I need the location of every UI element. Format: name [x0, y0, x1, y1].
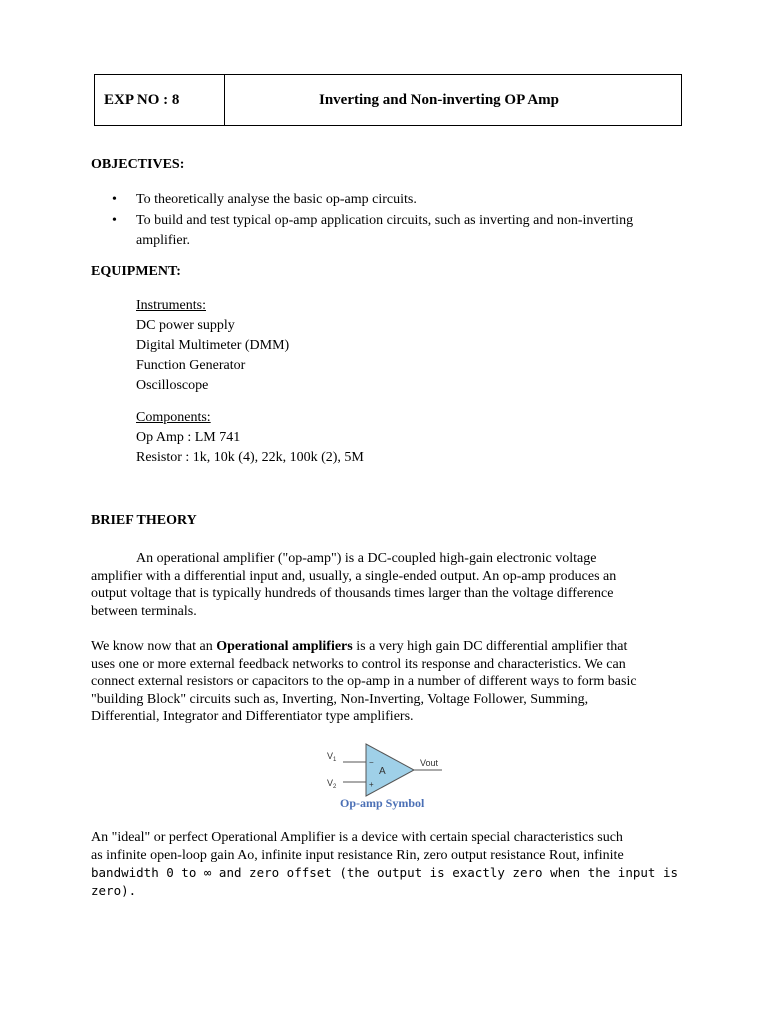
objectives-list: [112, 190, 692, 252]
instruments-label: Instruments:: [136, 298, 206, 313]
v2-label: $V_2$: [327, 778, 337, 790]
op-amp-symbol-diagram: [318, 740, 458, 798]
list-item: • To theoretically analyse the basic op-amp circuits.: [112, 192, 417, 207]
experiment-header: [94, 74, 682, 126]
experiment-number: EXP NO : 8: [95, 75, 225, 125]
text-line: connect external resistors or capacitors to the op-amp in a number of different ways to form basic: [91, 674, 637, 689]
theory-paragraph-2: [91, 638, 691, 726]
inverting-input-sign: −: [369, 758, 374, 767]
objectives-heading: OBJECTIVES:: [91, 157, 185, 172]
list-item: Resistor : 1k, 10k (4), 22k, 100k (2), 5M: [136, 450, 364, 465]
vout-label: Vout: [420, 758, 439, 768]
bold-term: Operational amplifiers: [216, 639, 353, 654]
list-item: Digital Multimeter (DMM): [136, 338, 290, 353]
text-line: as infinite open-loop gain Ao, infinite input resistance Rin, zero output resistance Rout, infinite: [91, 847, 624, 863]
noninverting-input-sign: +: [369, 780, 374, 789]
list-item: Op Amp : LM 741: [136, 430, 241, 445]
text-line: Differential, Integrator and Differentiator type amplifiers.: [91, 709, 414, 724]
list-item: amplifier.: [136, 233, 191, 248]
list-item: Oscilloscope: [136, 378, 209, 393]
op-amp-symbol-caption: Op-amp Symbol: [340, 796, 425, 810]
text-line: amplifier with a differential input and, usually, a single-ended output. An op-amp produces an: [91, 568, 617, 584]
experiment-title: Inverting and Non-inverting OP Amp: [318, 91, 560, 108]
text-line: between terminals.: [91, 603, 197, 619]
theory-paragraph-1: [91, 550, 691, 620]
text-line: bandwidth 0 to ∞ and zero offset (the output is exactly zero when the input is zero).: [91, 865, 678, 898]
theory-heading: BRIEF THEORY: [91, 513, 197, 528]
gain-label: A: [379, 766, 386, 777]
text-line: "building Block" circuits such as, Inverting, Non-Inverting, Voltage Follower, Summing,: [91, 691, 589, 707]
text-line: We know now that an Operational amplifiers is a very high gain DC differential amplifier that: [91, 639, 628, 654]
list-item: • To build and test typical op-amp application circuits, such as inverting and non-inverting: [112, 212, 634, 228]
equipment-heading: EQUIPMENT:: [91, 264, 181, 279]
text-line: An "ideal" or perfect Operational Amplifier is a device with certain special characteristics such: [91, 830, 623, 845]
list-item: Function Generator: [136, 358, 246, 373]
text-line: output voltage that is typically hundreds of thousands times larger than the voltage difference: [91, 586, 614, 601]
text-line: An operational amplifier ("op-amp") is a DC-coupled high-gain electronic voltage: [136, 551, 597, 566]
components-label: Components:: [136, 410, 211, 425]
components-block: [136, 408, 364, 468]
theory-paragraph-3: [91, 829, 691, 899]
text-line: uses one or more external feedback networks to control its response and characteristics. We can: [91, 656, 626, 672]
instruments-block: [136, 296, 289, 396]
v1-label: $V_1$: [327, 751, 337, 763]
list-item: DC power supply: [136, 318, 235, 333]
